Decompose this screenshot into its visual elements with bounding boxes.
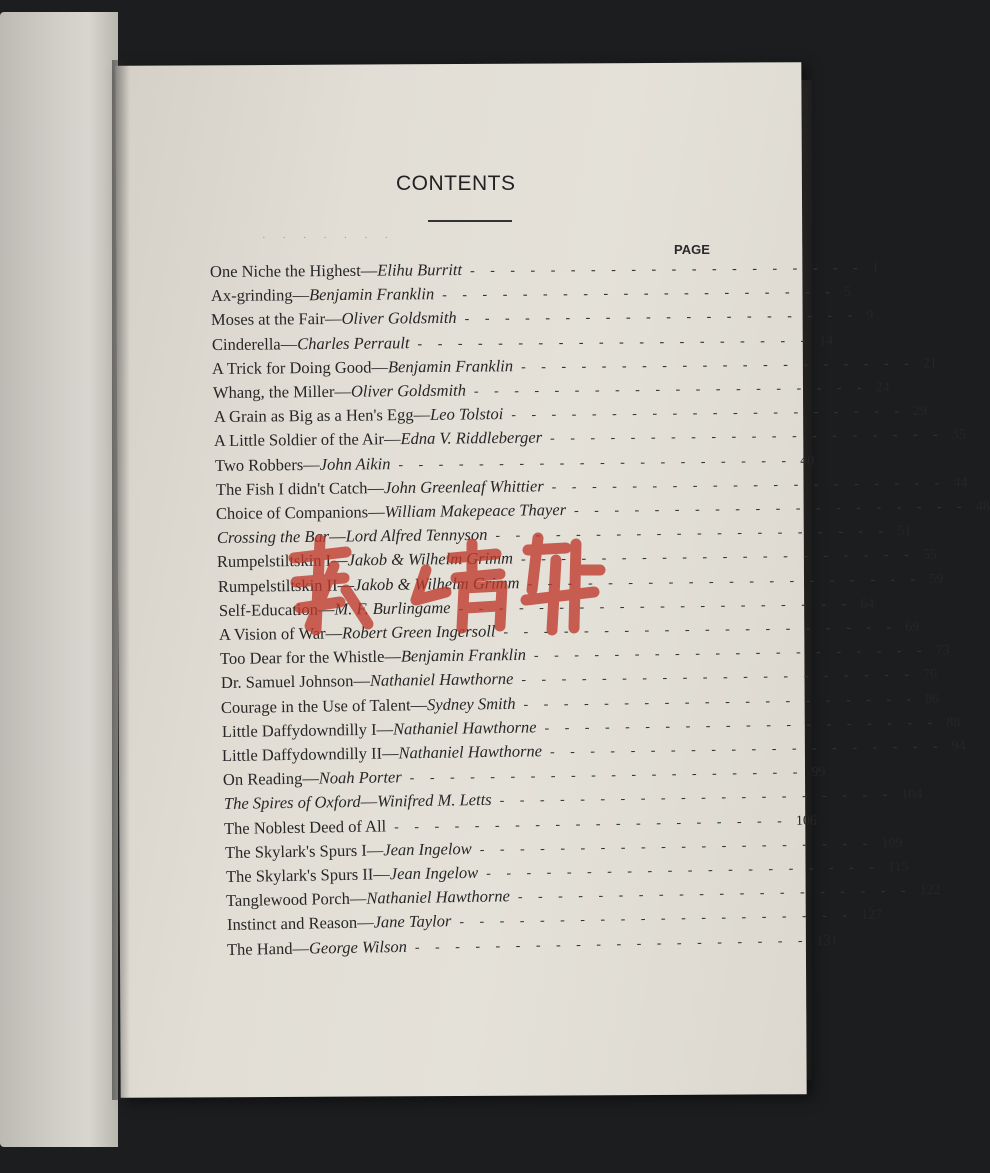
dot-leader: - - - - - - - - - - - - - - - - - - - - <box>533 643 928 664</box>
toc-entry <box>212 354 938 381</box>
entry-author: Oliver Goldsmith <box>341 308 457 329</box>
entry-page-number: 55 <box>923 547 938 563</box>
toc-entry <box>212 378 890 405</box>
entry-page-number: 21 <box>923 356 938 372</box>
entry-author: Jean Ingelow <box>383 838 472 860</box>
em-dash: — <box>292 938 310 958</box>
entry-title: A Grain as Big as a Hen's Egg <box>213 405 414 427</box>
em-dash: — <box>292 285 309 305</box>
entry-title: Choice of Companions <box>216 502 369 523</box>
dot-leader: - - - - - - - - - - - - - - - - - - - - <box>574 499 969 519</box>
em-dash: — <box>303 454 320 474</box>
entry-author: Jakob & Wilhelm Grimm <box>354 572 520 594</box>
entry-title: Rumpelstiltskin I <box>217 551 332 572</box>
entry-author: John Greenleaf Whittier <box>383 476 544 497</box>
em-dash: — <box>384 646 401 666</box>
entry-title: Tanglewood Porch <box>225 889 351 911</box>
entry-author: Jakob & Wilhelm Grimm <box>347 548 514 570</box>
entry-author: Elihu Burritt <box>377 260 463 280</box>
entry-author: Nathaniel Hawthorne <box>369 669 514 691</box>
entry-author: Jane Taylor <box>373 911 452 932</box>
entry-page-number: 86 <box>925 691 940 707</box>
entry-title: The Spires of Oxford <box>223 792 361 814</box>
entry-title: A Little Soldier of the Air <box>214 429 385 451</box>
em-dash: — <box>334 381 352 401</box>
entry-page-number: 94 <box>952 738 967 755</box>
dot-leader: - - - - - - - - - - - - - - - - - - - - <box>551 475 946 496</box>
contents-heading: CONTENTS <box>396 172 516 195</box>
em-dash: — <box>302 768 319 788</box>
entry-author: Benjamin Franklin <box>308 284 434 305</box>
entry-page-number: 5 <box>843 284 851 300</box>
entry-author: Nathaniel Hawthorne <box>392 717 537 739</box>
em-dash: — <box>349 888 367 909</box>
entry-author: Noah Porter <box>318 767 402 788</box>
entry-author: M. F. Burlingame <box>333 597 451 619</box>
entry-page-number: 69 <box>905 619 920 636</box>
toc-entry <box>210 282 851 308</box>
em-dash: — <box>360 792 377 812</box>
entry-title: Courage in the Use of Talent <box>221 694 411 717</box>
dot-leader: - - - - - - - - - - - - - - - - - - - - <box>521 547 916 568</box>
dot-leader: - - - - - - - - - - - - - - - - - - - - <box>415 933 810 956</box>
em-dash: — <box>280 333 298 353</box>
entry-page-number: 14 <box>819 333 834 349</box>
entry-page-number: 127 <box>860 908 882 924</box>
library-seal-stamp <box>276 530 606 640</box>
entry-page-number: 1 <box>871 260 879 276</box>
em-dash: — <box>376 719 393 739</box>
em-dash: — <box>413 405 430 425</box>
entry-page-number: 44 <box>952 475 968 491</box>
dot-leader: - - - - - - - - - - - - - - - - - - - - <box>464 308 859 328</box>
dot-leader: - - - - - - - - - - - - - - - - - - - - <box>521 356 916 375</box>
em-dash: — <box>410 694 428 714</box>
dot-leader: - - - - - - - - - - - - - - - - - - - - <box>550 739 945 761</box>
em-dash: — <box>325 309 342 329</box>
entry-title: The Noblest Deed of All <box>224 816 387 838</box>
entry-page-number: 106 <box>796 813 818 829</box>
toc-entry <box>216 498 990 526</box>
dot-leader: - - - - - - - - - - - - - - - - - - - - <box>458 908 853 931</box>
dot-leader: - - - - - - - - - - - - - - - - - - - - <box>503 620 898 641</box>
em-dash: — <box>328 526 346 546</box>
entry-author: Nathaniel Hawthorne <box>366 886 511 908</box>
dot-leader: - - - - - - - - - - - - - - - - - - - - <box>469 260 864 279</box>
entry-title: Dr. Samuel Johnson <box>220 671 354 693</box>
dot-leader: - - - - - - - - - - - - - - - - - - - - <box>479 836 874 858</box>
entry-page-number: 99 <box>811 765 826 781</box>
entry-author: John Aikin <box>319 453 391 474</box>
dot-leader: - - - - - - - - - - - - - - - - - - - - <box>495 524 890 544</box>
em-dash: — <box>371 357 389 377</box>
entry-author: Charles Perrault <box>296 332 410 353</box>
dot-leader: - - - - - - - - - - - - - - - - - - - - <box>394 813 789 835</box>
entry-title: Crossing the Bar <box>216 526 330 548</box>
entry-title: Cinderella <box>211 333 281 354</box>
entry-author: Sydney Smith <box>427 693 516 714</box>
entry-title: A Trick for Doing Good <box>212 357 373 378</box>
entry-page-number: 115 <box>887 859 909 876</box>
entry-title: Instinct and Reason <box>226 913 357 935</box>
dot-leader: - - - - - - - - - - - - - - - - - - - - <box>499 787 894 810</box>
entry-title: On Reading <box>222 768 303 790</box>
entry-page-number: 131 <box>816 932 839 949</box>
toc-entry <box>213 402 927 429</box>
dot-leader: - - - - - - - - - - - - - - - - - - - - <box>441 285 836 304</box>
entry-page-number: 51 <box>896 524 912 540</box>
toc-entry <box>214 426 967 453</box>
dot-leader: - - - - - - - - - - - - - - - - - - - - <box>527 571 922 592</box>
entry-title: The Fish I didn't Catch <box>215 478 368 499</box>
em-dash: — <box>317 599 335 619</box>
entry-author: William Makepeace Thayer <box>384 500 567 522</box>
entry-title: The Skylark's Spurs I <box>224 840 367 862</box>
toc-entry <box>215 474 968 502</box>
em-dash: — <box>325 623 343 643</box>
entry-title: Little Daffydowndilly II <box>222 743 383 765</box>
em-dash: — <box>372 864 390 884</box>
faint-dots-decoration: · · · · · · · <box>262 232 396 244</box>
em-dash: — <box>360 260 378 280</box>
em-dash: — <box>331 550 349 571</box>
entry-title: The Hand <box>227 938 294 959</box>
em-dash: — <box>366 840 384 860</box>
dot-leader: - - - - - - - - - - - - - - - - - - - - <box>510 404 905 424</box>
entry-title: Two Robbers <box>214 454 304 475</box>
entry-author: Winifred M. Letts <box>376 790 492 812</box>
entry-page-number: 48 <box>975 499 990 515</box>
entry-page-number: 109 <box>881 835 903 852</box>
dot-leader: - - - - - - - - - - - - - - - - - - - - <box>550 427 945 447</box>
em-dash: — <box>356 912 374 933</box>
toc-entry <box>214 450 815 477</box>
dot-leader: - - - - - - - - - - - - - - - - - - - - <box>520 667 915 689</box>
entry-author: Benjamin Franklin <box>400 645 527 666</box>
entry-page-number: 35 <box>952 427 967 443</box>
entry-page-number: 73 <box>935 643 950 659</box>
toc-entry <box>209 258 879 284</box>
entry-author: Leo Tolstoi <box>429 404 504 425</box>
entry-page-number: 9 <box>866 308 874 324</box>
entry-page-number: 59 <box>929 571 944 587</box>
dot-leader: - - - - - - - - - - - - - - - - - - - - <box>544 715 939 737</box>
entry-author: Lord Alfred Tennyson <box>345 525 488 546</box>
entry-title: Self-Education <box>218 599 318 620</box>
page-column-label: PAGE <box>674 242 710 257</box>
entry-author: Jean Ingelow <box>389 862 478 884</box>
entry-author: Edna V. Riddleberger <box>400 428 543 449</box>
entry-page-number: 29 <box>912 404 927 420</box>
entry-title: Little Daffydowndilly I <box>221 719 377 741</box>
dot-leader: - - - - - - - - - - - - - - - - - - - - <box>485 860 880 882</box>
entry-page-number: 64 <box>859 596 875 612</box>
dot-leader: - - - - - - - - - - - - - - - - - - - - <box>398 453 793 473</box>
entry-title: The Skylark's Spurs II <box>225 864 373 886</box>
entry-page-number: 88 <box>945 715 961 731</box>
entry-page-number: 104 <box>900 787 923 803</box>
entry-page-number: 76 <box>922 667 937 683</box>
em-dash: — <box>337 574 355 595</box>
dot-leader: - - - - - - - - - - - - - - - - - - - - <box>409 765 804 787</box>
toc-entry <box>211 306 874 332</box>
entry-title: Too Dear for the Whistle <box>219 646 385 669</box>
entry-author: Benjamin Franklin <box>388 356 514 377</box>
em-dash: — <box>366 477 384 498</box>
entry-title: One Niche the Highest <box>209 260 361 281</box>
entry-author: Robert Green Ingersoll <box>342 621 496 643</box>
entry-page-number: 24 <box>875 380 890 396</box>
dot-leader: - - - - - - - - - - - - - - - - - - - - <box>473 380 868 400</box>
entry-title: Moses at the Fair <box>211 309 326 330</box>
toc-entry <box>211 330 834 357</box>
dot-leader: - - - - - - - - - - - - - - - - - - - - <box>458 596 853 617</box>
entry-author: Oliver Goldsmith <box>350 380 467 401</box>
em-dash: — <box>368 502 385 522</box>
dot-leader: - - - - - - - - - - - - - - - - - - - - <box>517 883 912 906</box>
entry-title: A Vision of War <box>219 623 327 644</box>
em-dash: — <box>382 743 400 763</box>
em-dash: — <box>352 671 370 691</box>
entry-title: Ax-grinding <box>210 285 293 306</box>
entry-title: Whang, the Miller <box>212 381 335 402</box>
entry-author: George Wilson <box>309 936 408 958</box>
entry-page-number: 40 <box>800 453 815 469</box>
entry-title: Rumpelstiltskin II <box>217 575 338 596</box>
em-dash: — <box>384 429 401 449</box>
dot-leader: - - - - - - - - - - - - - - - - - - - - <box>523 691 918 713</box>
dot-leader: - - - - - - - - - - - - - - - - - - - - <box>417 333 812 352</box>
entry-page-number: 122 <box>919 883 941 899</box>
entry-author: Nathaniel Hawthorne <box>398 741 543 763</box>
